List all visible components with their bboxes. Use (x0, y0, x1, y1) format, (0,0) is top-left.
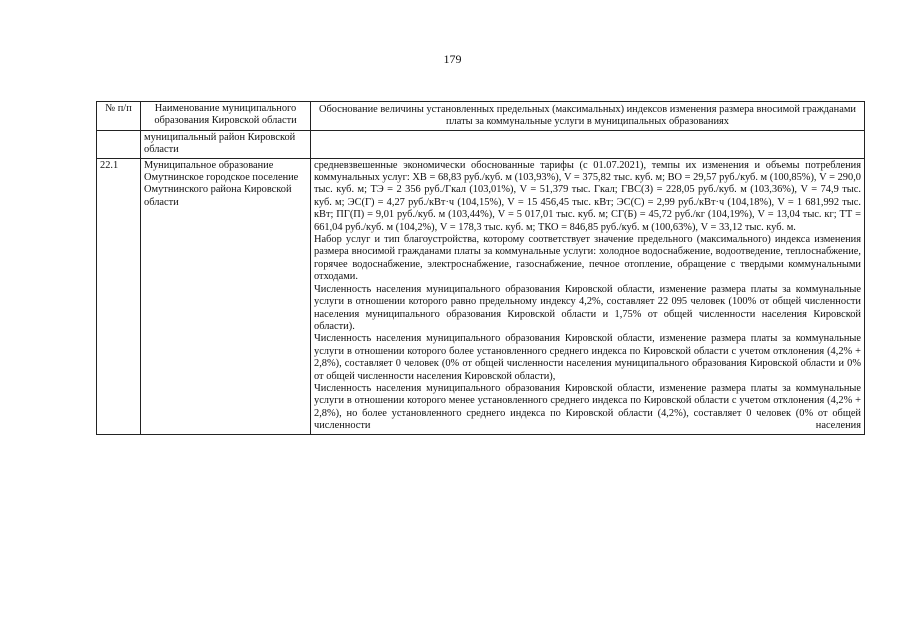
header-municipality: Наименование муниципального образования Кировской области (141, 102, 311, 131)
section-row-empty (311, 130, 865, 158)
entry-municipality-name: Муниципальное образование Омутнинское городское поселение Омутнинского района Кировской области (141, 158, 311, 434)
population-below-paragraph: Численность населения муниципального образования Кировской области, изменение размера платы за коммунальные услуги в отношении которого менее установленного среднего индекса по Кировской области с учетом отклонения (4,2% + 2,8%), но более установленного среднего индекса по Кировской области (4,2%), составляет 0 человек (0% от общей численности населения (314, 382, 861, 432)
header-number: № п/п (97, 102, 141, 131)
indices-table (96, 101, 865, 435)
population-equal-paragraph: Численность населения муниципального образования Кировской области, изменение размера платы за коммунальные услуги в отношении которого равно предельному индексу 4,2%, составляет 22 095 человек (100% от общей численности населения муниципального образования Кировской области и 1,75% от общей численности населения Кировской области). (314, 283, 861, 332)
section-row (97, 130, 865, 158)
population-above-paragraph: Численность населения муниципального образования Кировской области, изменение размера платы за коммунальные услуги в отношении которого более установленного среднего индекса по Кировской области с учетом отклонения (4,2% + 2,8%), составляет 0 человек (0% от общей численности населения муниципального образования Кировской области и 0% от общей численности населения Кировской области), (314, 333, 861, 382)
section-row-number (97, 130, 141, 158)
table-row (97, 158, 865, 434)
table-header-row (97, 102, 865, 131)
tariffs-paragraph: средневзвешенные экономически обоснованные тарифы (с 01.07.2021), темпы их изменения и объемы потребления коммунальных услуг: ХВ = 68,83 руб./куб. м (103,93%), V = 375,82 тыс. куб. м; ВО = 29,57 руб./куб. м (100,85%), V = 290,0 тыс. куб. м; ТЭ = 2 356 руб./Гкал (103,01%), V = 51,379 тыс. Гкал; ГВС(З) = 228,05 руб./куб. м (103,36%), V = 74,9 тыс. куб. м; ЭС(Г) = 4,27 руб./кВт·ч (104,15%), V = 15 456,45 тыс. кВт; ЭС(С) = 2,99 руб./кВт·ч (104,18%), V = 1 681,992 тыс. кВт; ПГ(П) = 9,01 руб./куб. м (103,44%), V = 5 017,01 тыс. куб. м; СГ(Б) = 45,72 руб./кг (104,19%), V = 13,04 тыс. кг; ТТ = 661,04 руб./куб. м (104,2%), V = 178,3 тыс. куб. м; ТКО = 846,85 руб./куб. м (100,63%), V = 33,12 тыс. куб. м. (314, 159, 861, 233)
page-number: 179 (443, 52, 462, 66)
entry-justification (311, 158, 865, 434)
header-justification: Обоснование величины установленных предельных (максимальных) индексов изменения размера вносимой гражданами платы за коммунальные услуги в муниципальных образованиях (311, 102, 865, 131)
services-paragraph: Набор услуг и тип благоустройства, которому соответствует значение предельного (максимального) индекса изменения размера вносимой гражданами платы за коммунальные услуги: холодное водоснабжение, водоотведение, теплоснабжение, горячее водоснабжение, электроснабжение, газоснабжение, печное отопление, обращение с твердыми коммунальными отходами. (314, 234, 861, 283)
section-row-label: муниципальный район Кировской области (141, 130, 311, 158)
entry-number: 22.1 (97, 158, 141, 434)
